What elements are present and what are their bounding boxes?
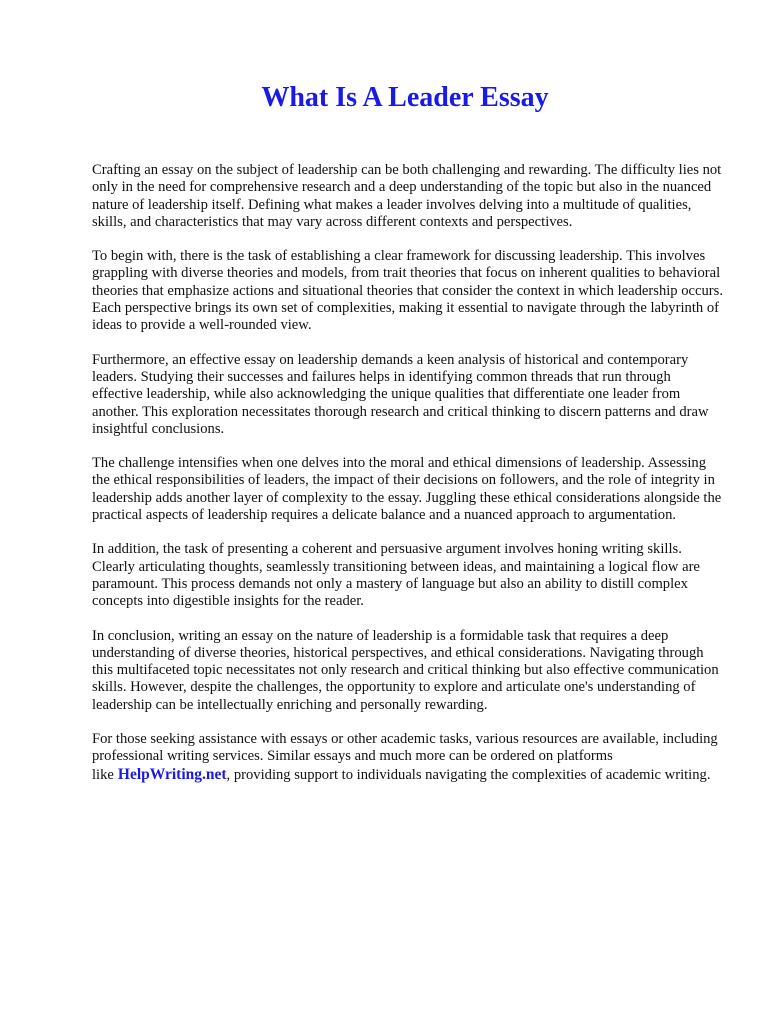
page-title: What Is A Leader Essay (261, 82, 549, 113)
paragraph-writing-skills: In addition, the task of presenting a coherent and persuasive argument involves honing writing skills. Clearly articulating thoughts, seamlessly transitioning between ideas, and maintaining a logical flow are paramount. This process demands not only a mastery of language but also an ability to distill complex concepts into digestible insights for the reader. (92, 541, 700, 610)
closing-text-after-link: , providing support to individuals navigating the complexities of academic writing. (226, 766, 711, 783)
paragraph-framework: To begin with, there is the task of establishing a clear framework for discussing leadership. This involves grappling with diverse theories and models, from trait theories that focus on inherent qualities to behavioral theories that emphasize actions and situational theories that consider the context in which leadership occurs. Each perspective brings its own set of complexities, making it essential to navigate through the labyrinth of ideas to provide a well-rounded view. (92, 248, 723, 334)
paragraph-conclusion: In conclusion, writing an essay on the nature of leadership is a formidable task that requires a deep understanding of diverse theories, historical perspectives, and ethical considerations. Navigating through this multifaceted topic necessitates not only research and critical thinking but also effective communication skills. However, despite the challenges, the opportunity to explore and articulate one's understanding of leadership can be intellectually enriching and personally rewarding. (92, 627, 719, 713)
helpwriting-link[interactable]: HelpWriting.net (117, 765, 227, 783)
document-page (92, 78, 724, 801)
paragraph-closing (92, 731, 724, 784)
paragraph-intro: Crafting an essay on the subject of leadership can be both challenging and rewarding. The difficulty lies not only in the need for comprehensive research and a deep understanding of the topic but also in the nuanced nature of leadership itself. Defining what makes a leader involves delving into a multitude of qualities, skills, and characteristics that may vary across different contexts and perspectives. (92, 162, 722, 230)
paragraph-analysis: Furthermore, an effective essay on leadership demands a keen analysis of historical and contemporary leaders. Studying their successes and failures helps in identifying common threads that run through effective leadership, while also acknowledging the unique qualities that differentiate one leader from another. This exploration necessitates thorough research and critical thinking to discern patterns and draw insightful conclusions. (92, 351, 709, 437)
paragraph-ethics: The challenge intensifies when one delves into the moral and ethical dimensions of leadership. Assessing the ethical responsibilities of leaders, the impact of their decisions on followers, and the role of integrity in leadership adds another layer of complexity to the essay. Juggling these ethical considerations alongside the practical aspects of leadership requires a delicate balance and a nuanced approach to argumentation. (92, 455, 722, 524)
closing-text-before-link: For those seeking assistance with essays or other academic tasks, various resources are available, including professional writing services. Similar essays and much more can be ordered on platforms like (92, 731, 718, 783)
